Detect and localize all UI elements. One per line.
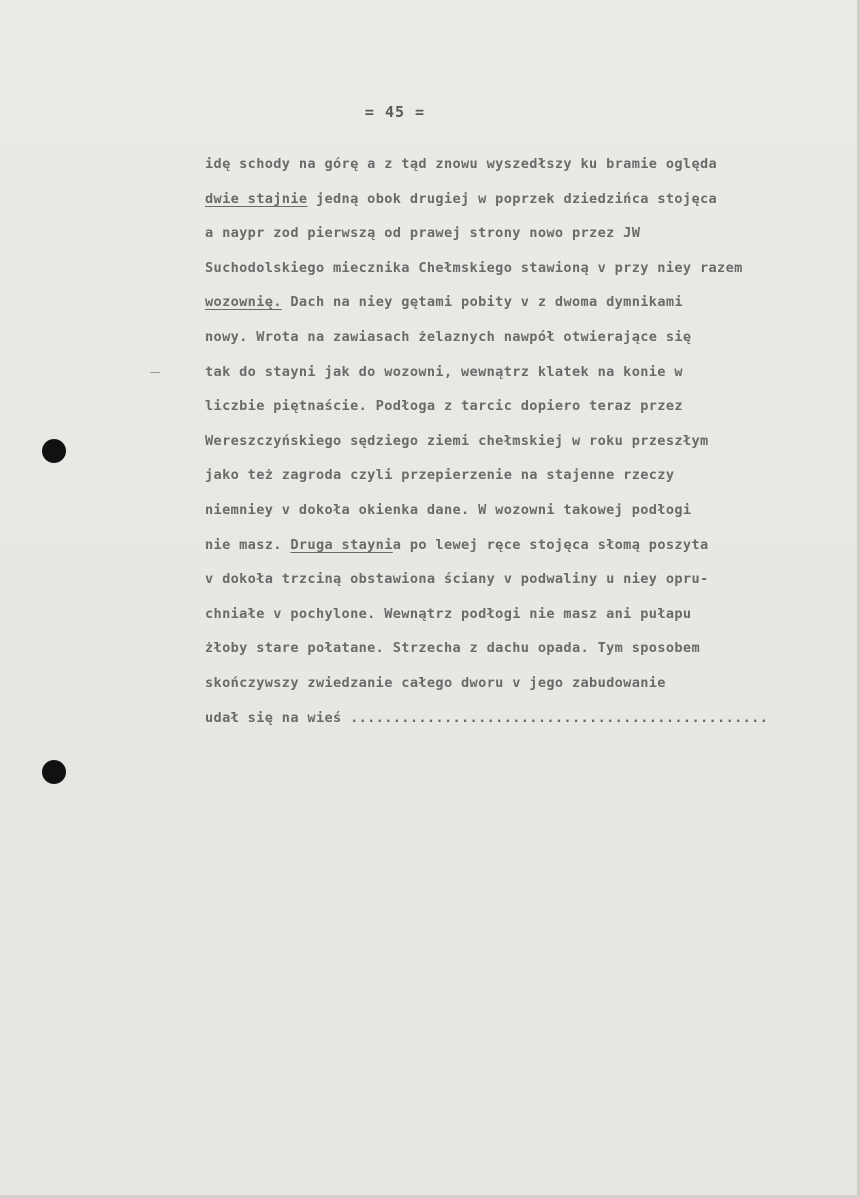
text-fragment: tak do stayni jak do wozowni, wewnątrz klatek na konie w: [205, 363, 683, 380]
text-line: [205, 150, 845, 185]
text-fragment: nie masz.: [205, 536, 291, 553]
underlined-phrase: Druga stayni: [290, 536, 393, 553]
text-fragment: idę schody na górę a z tąd znowu wyszedłszy ku bramie oględa: [205, 156, 718, 172]
text-line: [205, 704, 845, 739]
text-line: [205, 669, 845, 704]
text-fragment: skończywszy zwiedzanie całego dworu v jego zabudowanie: [205, 674, 666, 691]
text-line: [205, 565, 845, 600]
text-fragment: nowy. Wrota na zawiasach żelaznych nawpół otwierające się: [205, 328, 692, 345]
text-line: [205, 427, 845, 462]
text-fragment: liczbie piętnaście. Podłoga z tarcic dopiero teraz przez: [205, 398, 683, 415]
punch-hole-top: [42, 439, 66, 463]
underlined-phrase: wozownię.: [205, 294, 282, 311]
text-fragment: jako też zagroda czyli przepierzenie na stajenne rzeczy: [205, 467, 675, 484]
text-line: [205, 600, 845, 635]
text-line: [205, 323, 845, 358]
text-fragment: v dokoła trzciną obstawiona ściany v podwaliny u niey opru-: [205, 571, 709, 588]
text-line: [205, 185, 845, 220]
text-fragment: niemniey v dokoła okienka dane. W wozowni takowej podłogi: [205, 501, 692, 518]
page-number: = 45 =: [364, 103, 426, 121]
text-fragment: jedną obok drugiej w poprzek dziedzińca stojęca: [307, 190, 718, 207]
text-line: [205, 254, 845, 289]
margin-mark: [150, 372, 160, 373]
text-fragment: udał się na wieś .................................................: [205, 709, 769, 726]
text-line: [205, 461, 845, 496]
text-fragment: chniałe v pochylone. Wewnątrz podłogi nie masz ani pułapu: [205, 605, 692, 622]
text-line: [205, 288, 845, 323]
text-fragment: Wereszczyńskiego sędziego ziemi chełmskiej w roku przeszłym: [205, 432, 709, 449]
text-fragment: a naypr zod pierwszą od prawej strony nowo przez JW: [205, 225, 641, 242]
typewritten-text: [205, 150, 845, 738]
text-line: [205, 531, 845, 566]
punch-hole-bottom: [42, 760, 66, 784]
text-line: [205, 634, 845, 669]
text-fragment: a po lewej ręce stojęca słomą poszyta: [392, 536, 709, 553]
text-fragment: Suchodolskiego miecznika Chełmskiego stawioną v przy niey razem: [205, 259, 743, 276]
text-line: [205, 358, 845, 393]
text-line: [205, 496, 845, 531]
text-line: [205, 219, 845, 254]
underlined-phrase: dwie stajnie: [205, 190, 308, 207]
text-fragment: Dach na niey gętami pobity v z dwoma dymnikami: [281, 294, 683, 311]
text-fragment: żłoby stare połatane. Strzecha z dachu opada. Tym sposobem: [205, 640, 700, 657]
text-line: [205, 392, 845, 427]
